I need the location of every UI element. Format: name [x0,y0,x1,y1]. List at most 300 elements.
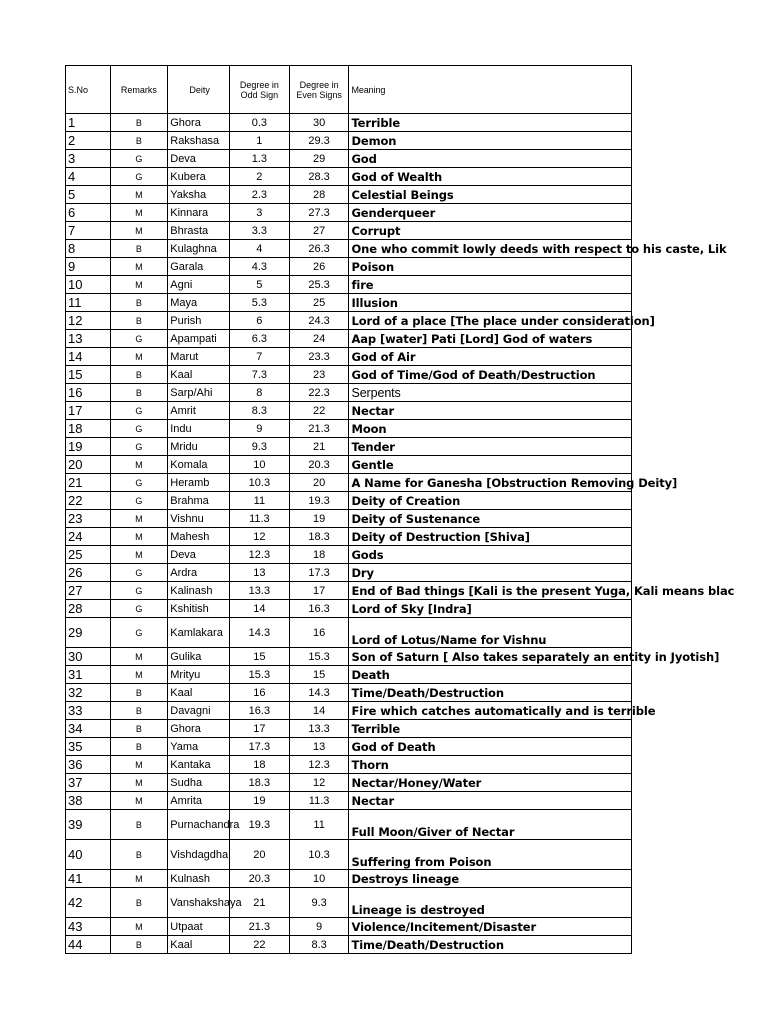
cell-even-degree: 22.3 [289,384,349,402]
cell-sno: 33 [66,702,111,720]
cell-remarks: G [110,330,168,348]
cell-odd-degree: 17 [230,720,290,738]
meaning-text: Corrupt [351,223,401,238]
cell-sno: 34 [66,720,111,738]
cell-even-degree: 22 [289,402,349,420]
table-body [66,66,735,954]
meaning-text: Demon [351,133,397,148]
cell-odd-degree: 2 [230,168,290,186]
cell-even-degree: 24.3 [289,312,349,330]
cell-remarks: B [110,936,168,954]
table-row [66,738,632,756]
table-row [66,366,632,384]
cell-even-degree: 29 [289,150,349,168]
table-row [66,492,632,510]
cell-meaning [349,114,632,132]
cell-sno: 27 [66,582,111,600]
cell-deity: Komala [168,456,230,474]
cell-sno: 32 [66,684,111,702]
meaning-text: Deity of Creation [351,493,461,508]
meaning-text: Moon [351,421,387,436]
cell-deity: Ghora [168,720,230,738]
cell-remarks: M [110,528,168,546]
table-row [66,114,632,132]
table-row [66,348,632,366]
cell-meaning [349,528,632,546]
cell-odd-degree: 0.3 [230,114,290,132]
cell-odd-degree: 10.3 [230,474,290,492]
cell-remarks: M [110,870,168,888]
header-even-line1: Degree in [299,79,339,90]
cell-odd-degree: 5 [230,276,290,294]
cell-meaning [349,774,632,792]
meaning-text: Deity of Sustenance [351,511,481,526]
cell-even-degree: 28.3 [289,168,349,186]
cell-sno: 13 [66,330,111,348]
cell-odd-degree: 6.3 [230,330,290,348]
cell-even-degree: 14 [289,702,349,720]
meaning-text: Terrible [351,115,401,130]
cell-deity: Gulika [168,648,230,666]
meaning-text: Nectar [351,403,395,418]
cell-deity: Apampati [168,330,230,348]
table-row [66,312,632,330]
cell-even-degree: 15.3 [289,648,349,666]
cell-odd-degree: 1 [230,132,290,150]
cell-deity: Mridu [168,438,230,456]
cell-even-degree: 27.3 [289,204,349,222]
cell-even-degree: 12 [289,774,349,792]
cell-odd-degree: 6 [230,312,290,330]
table-row [66,792,632,810]
cell-meaning [349,600,632,618]
cell-remarks: G [110,600,168,618]
header-sno: S.No [66,66,111,114]
cell-remarks: B [110,840,168,870]
meaning-text: Gentle [351,457,394,472]
cell-remarks: G [110,420,168,438]
cell-odd-degree: 4 [230,240,290,258]
cell-remarks: M [110,648,168,666]
cell-meaning [349,168,632,186]
meaning-text: God [351,151,377,166]
cell-meaning [349,474,678,492]
cell-sno: 41 [66,870,111,888]
cell-deity: Kulaghna [168,240,230,258]
cell-deity: Maya [168,294,230,312]
cell-meaning [349,792,632,810]
cell-remarks: M [110,510,168,528]
cell-meaning [349,918,632,936]
cell-odd-degree: 16.3 [230,702,290,720]
meaning-text: Tender [351,439,395,454]
cell-sno: 11 [66,294,111,312]
cell-deity: Ardra [168,564,230,582]
cell-even-degree: 19 [289,510,349,528]
cell-meaning [349,738,632,756]
cell-even-degree: 25 [289,294,349,312]
cell-remarks: B [110,294,168,312]
cell-deity: Yaksha [168,186,230,204]
cell-remarks: M [110,666,168,684]
cell-deity: Kaal [168,684,230,702]
cell-odd-degree: 11.3 [230,510,290,528]
cell-deity: Agni [168,276,230,294]
degree-table [65,65,735,954]
meaning-text: One who commit lowly deeds with respect to his caste, Lik [351,241,727,256]
cell-remarks: M [110,222,168,240]
cell-deity: Amrita [168,792,230,810]
table-row [66,870,632,888]
table-row [66,474,632,492]
cell-sno: 37 [66,774,111,792]
table-row [66,840,632,870]
cell-meaning [349,456,632,474]
cell-sno: 42 [66,888,111,918]
cell-meaning [349,840,632,870]
table-row [66,294,632,312]
cell-meaning [349,276,632,294]
meaning-text: A Name for Ganesha [Obstruction Removing Deity] [351,475,678,490]
cell-deity: Utpaat [168,918,230,936]
cell-meaning [349,366,632,384]
cell-sno: 25 [66,546,111,564]
cell-meaning [349,702,656,720]
cell-odd-degree: 1.3 [230,150,290,168]
cell-deity: Vishdagdha [168,840,230,870]
cell-meaning [349,186,632,204]
table-row [66,330,632,348]
table-row [66,420,632,438]
cell-sno: 17 [66,402,111,420]
table-row [66,402,632,420]
cell-meaning [349,648,720,666]
cell-deity: Yama [168,738,230,756]
cell-odd-degree: 19 [230,792,290,810]
cell-even-degree: 20.3 [289,456,349,474]
cell-odd-degree: 3.3 [230,222,290,240]
meaning-text: Death [351,667,390,682]
table-row [66,258,632,276]
table-row [66,168,632,186]
cell-odd-degree: 15.3 [230,666,290,684]
cell-even-degree: 17.3 [289,564,349,582]
table-row [66,204,632,222]
cell-odd-degree: 3 [230,204,290,222]
cell-odd-degree: 12 [230,528,290,546]
cell-sno: 8 [66,240,111,258]
cell-deity: Kubera [168,168,230,186]
cell-remarks: M [110,186,168,204]
cell-deity: Kamlakara [168,618,230,648]
cell-odd-degree: 11 [230,492,290,510]
cell-deity: Purnachandra [168,810,230,840]
cell-odd-degree: 20.3 [230,870,290,888]
cell-meaning [349,132,632,150]
cell-even-degree: 23 [289,366,349,384]
cell-meaning [349,330,632,348]
cell-meaning [349,312,655,330]
table-row [66,720,632,738]
table-row [66,510,632,528]
cell-remarks: B [110,312,168,330]
cell-odd-degree: 4.3 [230,258,290,276]
cell-meaning [349,438,632,456]
cell-remarks: M [110,276,168,294]
table-row [66,618,632,648]
table-row [66,150,632,168]
cell-deity: Marut [168,348,230,366]
table-row [66,186,632,204]
header-odd-sign [230,66,290,114]
cell-remarks: M [110,456,168,474]
cell-meaning [349,888,632,918]
cell-odd-degree: 9.3 [230,438,290,456]
cell-even-degree: 12.3 [289,756,349,774]
cell-odd-degree: 14.3 [230,618,290,648]
meaning-text: Poison [351,259,395,274]
cell-odd-degree: 14 [230,600,290,618]
cell-sno: 12 [66,312,111,330]
cell-even-degree: 23.3 [289,348,349,366]
cell-meaning [349,582,735,600]
meaning-text: End of Bad things [Kali is the present Yuga, Kali means blac [351,583,735,598]
cell-even-degree: 14.3 [289,684,349,702]
cell-remarks: G [110,474,168,492]
cell-sno: 40 [66,840,111,870]
cell-sno: 20 [66,456,111,474]
table-row [66,528,632,546]
table-row [66,384,632,402]
cell-remarks: M [110,258,168,276]
cell-even-degree: 13.3 [289,720,349,738]
cell-remarks: G [110,564,168,582]
cell-odd-degree: 22 [230,936,290,954]
meaning-text: Lord of a place [The place under consideration] [351,313,655,328]
cell-odd-degree: 12.3 [230,546,290,564]
table-row [66,564,632,582]
meaning-text: God of Wealth [351,169,443,184]
cell-even-degree: 16.3 [289,600,349,618]
cell-deity: Deva [168,546,230,564]
meaning-text: fire [351,277,374,292]
cell-odd-degree: 10 [230,456,290,474]
cell-deity: Kalinash [168,582,230,600]
meaning-text: Deity of Destruction [Shiva] [351,529,530,544]
cell-meaning [349,510,632,528]
cell-meaning [349,348,632,366]
cell-even-degree: 8.3 [289,936,349,954]
cell-remarks: M [110,204,168,222]
cell-remarks: M [110,546,168,564]
cell-remarks: M [110,918,168,936]
meaning-text: God of Death [351,739,436,754]
cell-even-degree: 10.3 [289,840,349,870]
table-row [66,582,632,600]
header-odd-line2: Odd Sign [240,89,279,100]
cell-sno: 18 [66,420,111,438]
cell-even-degree: 18 [289,546,349,564]
cell-sno: 14 [66,348,111,366]
cell-sno: 43 [66,918,111,936]
cell-remarks: B [110,132,168,150]
cell-deity: Garala [168,258,230,276]
table-row [66,774,632,792]
cell-meaning [349,492,632,510]
table-row [66,918,632,936]
cell-deity: Kaal [168,936,230,954]
meaning-text: God of Time/God of Death/Destruction [351,367,596,382]
cell-deity: Davagni [168,702,230,720]
meaning-text: Lord of Lotus/Name for Vishnu [351,633,547,647]
table-row [66,222,632,240]
cell-remarks: G [110,618,168,648]
cell-odd-degree: 18 [230,756,290,774]
cell-even-degree: 15 [289,666,349,684]
cell-remarks: G [110,492,168,510]
cell-meaning [349,384,632,402]
header-remarks: Remarks [110,66,168,114]
cell-even-degree: 26.3 [289,240,349,258]
cell-meaning [349,720,632,738]
cell-deity: Kaal [168,366,230,384]
cell-even-degree: 24 [289,330,349,348]
cell-meaning [349,810,632,840]
meaning-text: Fire which catches automatically and is terrible [351,703,656,718]
table-row [66,684,632,702]
meaning-text: Suffering from Poison [351,855,492,869]
cell-odd-degree: 7 [230,348,290,366]
cell-even-degree: 30 [289,114,349,132]
table-row [66,276,632,294]
cell-sno: 3 [66,150,111,168]
meaning-text: Serpents [351,385,401,400]
cell-deity: Mahesh [168,528,230,546]
cell-deity: Vishnu [168,510,230,528]
cell-odd-degree: 19.3 [230,810,290,840]
meaning-text: Terrible [351,721,401,736]
cell-even-degree: 10 [289,870,349,888]
cell-odd-degree: 2.3 [230,186,290,204]
cell-meaning [349,420,632,438]
cell-remarks: G [110,150,168,168]
cell-meaning [349,870,632,888]
cell-even-degree: 9 [289,918,349,936]
cell-meaning [349,258,632,276]
table-row [66,810,632,840]
cell-sno: 22 [66,492,111,510]
cell-meaning [349,402,632,420]
cell-remarks: B [110,366,168,384]
cell-sno: 19 [66,438,111,456]
table-row [66,756,632,774]
cell-odd-degree: 13 [230,564,290,582]
cell-remarks: G [110,438,168,456]
meaning-text: Lord of Sky [Indra] [351,601,472,616]
header-deity: Deity [168,66,230,114]
cell-meaning [349,666,632,684]
table-row [66,888,632,918]
header-row [66,66,632,114]
cell-remarks: G [110,402,168,420]
meaning-text: Son of Saturn [ Also takes separately an entity in Jyotish] [351,649,720,664]
cell-odd-degree: 17.3 [230,738,290,756]
cell-even-degree: 20 [289,474,349,492]
meaning-text: Nectar/Honey/Water [351,775,482,790]
cell-meaning [349,936,632,954]
cell-sno: 5 [66,186,111,204]
cell-even-degree: 25.3 [289,276,349,294]
cell-sno: 7 [66,222,111,240]
cell-sno: 31 [66,666,111,684]
cell-sno: 29 [66,618,111,648]
cell-meaning [349,150,632,168]
table-row [66,600,632,618]
table-row [66,438,632,456]
table-row [66,132,632,150]
cell-sno: 16 [66,384,111,402]
table-row [66,546,632,564]
meaning-text: Violence/Incitement/Disaster [351,919,537,934]
cell-odd-degree: 21 [230,888,290,918]
cell-deity: Heramb [168,474,230,492]
header-odd-line1: Degree in [239,79,279,90]
cell-remarks: M [110,792,168,810]
cell-odd-degree: 21.3 [230,918,290,936]
cell-sno: 15 [66,366,111,384]
cell-deity: Rakshasa [168,132,230,150]
cell-deity: Sarp/Ahi [168,384,230,402]
table-row [66,936,632,954]
cell-odd-degree: 18.3 [230,774,290,792]
meaning-text: Nectar [351,793,395,808]
cell-even-degree: 27 [289,222,349,240]
cell-even-degree: 29.3 [289,132,349,150]
cell-meaning [349,240,727,258]
cell-remarks: B [110,702,168,720]
cell-deity: Indu [168,420,230,438]
cell-meaning [349,756,632,774]
cell-even-degree: 11.3 [289,792,349,810]
cell-odd-degree: 8 [230,384,290,402]
cell-even-degree: 28 [289,186,349,204]
meaning-text: Lineage is destroyed [351,903,485,917]
cell-deity: Bhrasta [168,222,230,240]
meaning-text: Illusion [351,295,398,310]
cell-remarks: B [110,738,168,756]
cell-remarks: B [110,684,168,702]
cell-sno: 26 [66,564,111,582]
cell-even-degree: 21.3 [289,420,349,438]
meaning-text: Full Moon/Giver of Nectar [351,825,515,839]
table-row [66,240,632,258]
cell-deity: Deva [168,150,230,168]
cell-sno: 36 [66,756,111,774]
cell-remarks: G [110,168,168,186]
cell-remarks: B [110,720,168,738]
cell-meaning [349,618,632,648]
meaning-text: Thorn [351,757,389,772]
cell-deity: Mrityu [168,666,230,684]
cell-deity: Purish [168,312,230,330]
meaning-text: Destroys lineage [351,871,460,886]
cell-sno: 9 [66,258,111,276]
cell-odd-degree: 7.3 [230,366,290,384]
cell-meaning [349,546,632,564]
cell-odd-degree: 13.3 [230,582,290,600]
cell-deity: Vanshakshaya [168,888,230,918]
cell-even-degree: 26 [289,258,349,276]
